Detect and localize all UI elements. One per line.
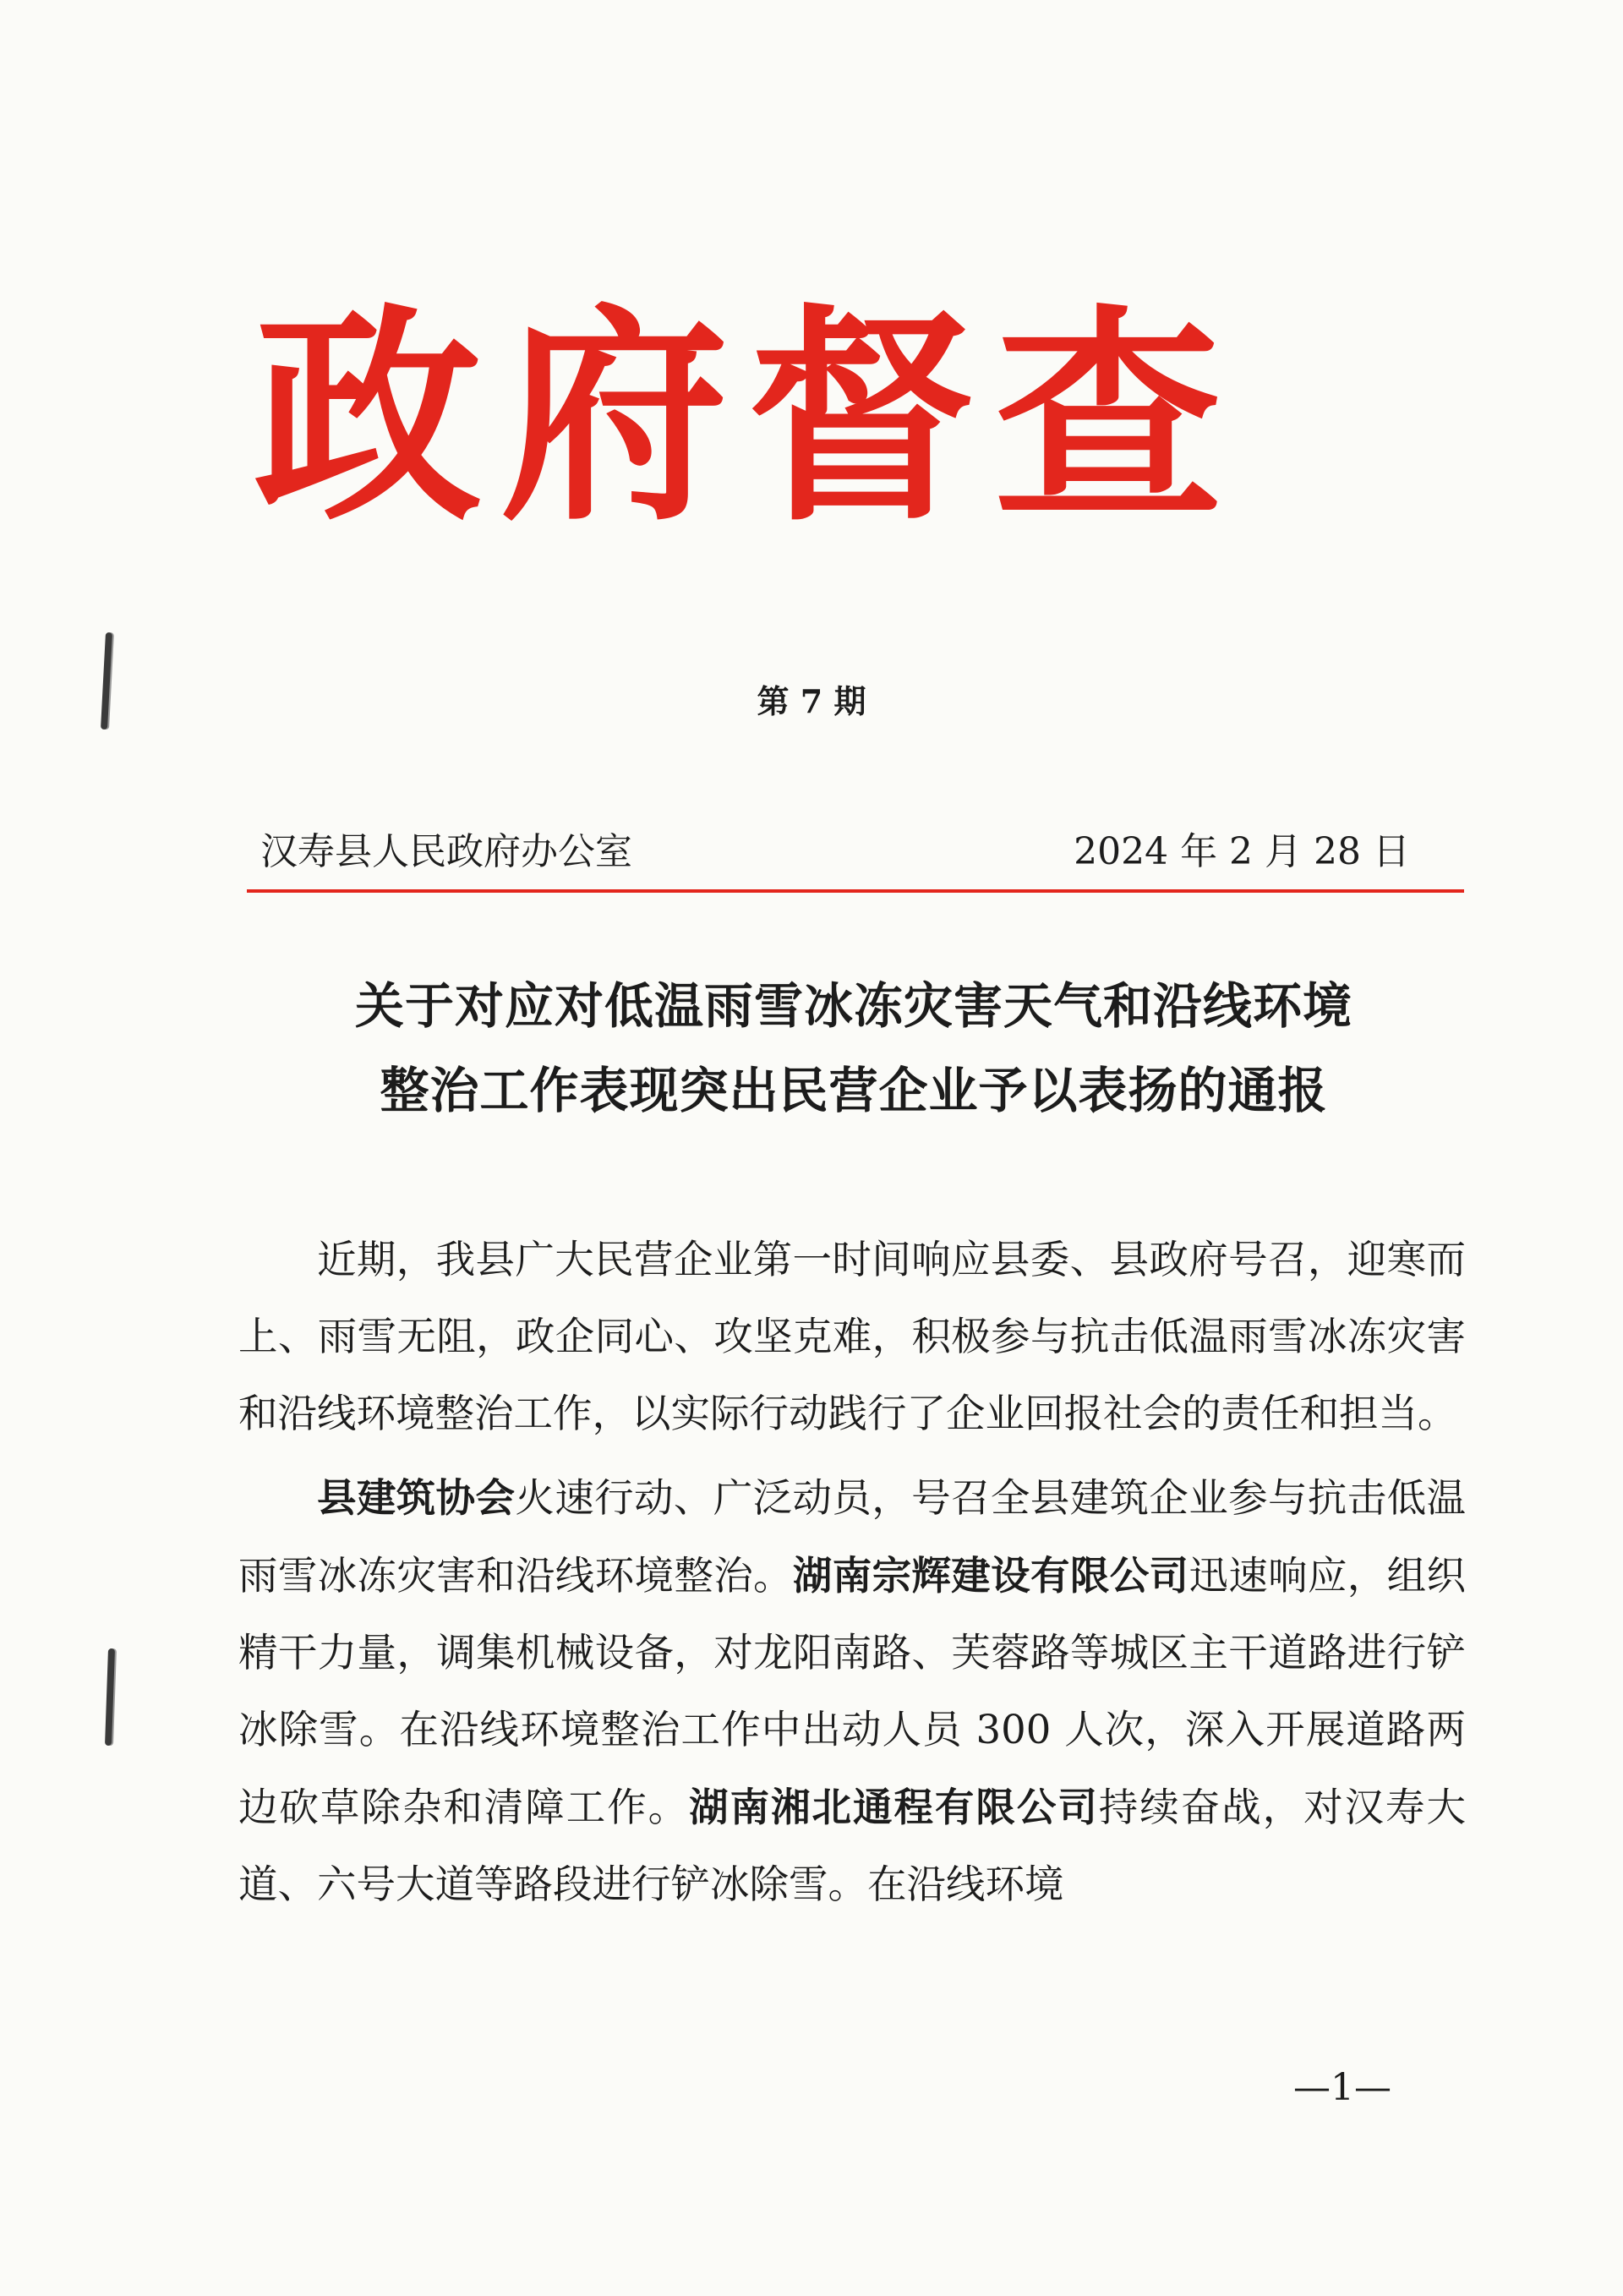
- issue-number: 第 7 期: [757, 682, 866, 720]
- title-line: 整治工作表现突出民营企业予以表扬的通报: [380, 1062, 1328, 1119]
- paragraph-text: 火速行动、广泛动员，号召全县建筑企业参与抗击低温雨雪冰冻灾害和沿线环境整治。: [238, 1475, 1466, 1599]
- red-divider-line: [247, 889, 1464, 893]
- issuing-office: 汉寿县人民政府办公室: [260, 830, 632, 873]
- paragraph: [238, 1459, 1466, 1923]
- organization-name: 县建筑协会: [317, 1474, 516, 1521]
- document-body: [238, 1222, 1466, 1930]
- page-number: —1—: [1293, 2066, 1391, 2109]
- organization-name: 湖南宗辉建设有限公司: [792, 1552, 1189, 1599]
- paragraph: 近期，我县广大民营企业第一时间响应县委、县政府号召，迎寒而上、雨雪无阻，政企同心、攻坚克难，积极参与抗击低温雨雪冰冻灾害和沿线环境整治工作，以实际行动践行了企业回报社会的责任和担当。: [238, 1237, 1466, 1436]
- issue-date: 2024 年 2 月 28 日: [1074, 830, 1410, 873]
- title-line: 关于对应对低温雨雪冰冻灾害天气和沿线环境: [354, 977, 1352, 1035]
- document-title: [228, 964, 1479, 1133]
- organization-name: 湖南湘北通程有限公司: [689, 1784, 1099, 1830]
- staple: [105, 1648, 115, 1746]
- masthead-title: 政府督查: [254, 285, 1241, 551]
- paragraph-text: 持续奋战，对汉寿大道、六号大道等路段进行铲冰除雪。在沿线环境: [238, 1785, 1467, 1907]
- paragraph-text: 迅速响应，组织精干力量，调集机械设备，对龙阳南路、芙蓉路等城区主干道路进行铲冰除雪。在沿线环境整治工作中出动人员 300 人次，深入开展道路两边砍草除杂和清障工作。: [238, 1553, 1467, 1830]
